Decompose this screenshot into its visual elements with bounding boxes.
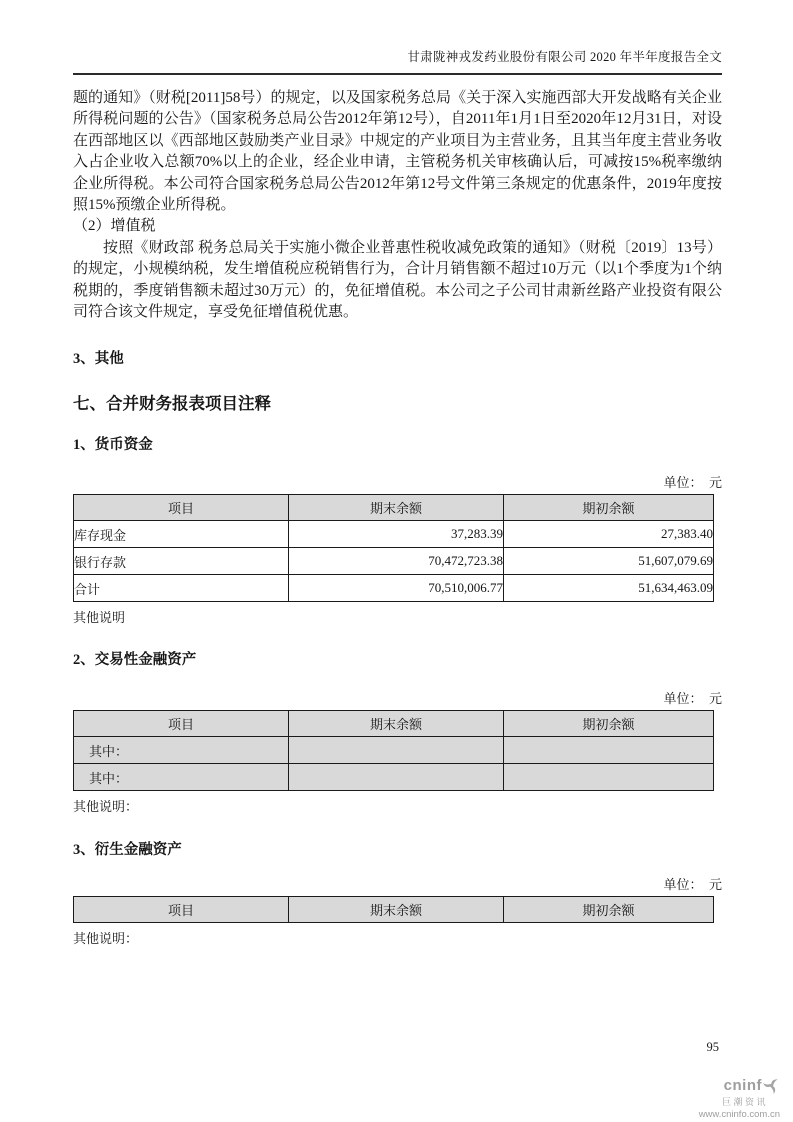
vat-subheading: （2）增值税	[73, 218, 156, 235]
page-number: 95	[706, 1040, 719, 1054]
column-header-ending-balance: 期末余额	[289, 897, 504, 923]
beginning-balance-cell: 51,607,079.69	[504, 548, 714, 575]
heading-section-seven: 七、合并财务报表项目注释	[73, 394, 271, 414]
table-header-row	[74, 495, 714, 521]
column-header-ending-balance: 期末余额	[289, 711, 504, 737]
heading-derivative-financial-assets: 3、衍生金融资产	[73, 842, 182, 859]
cninfo-logo-text: cninf	[723, 1076, 762, 1094]
ending-balance-cell: 70,472,723.38	[289, 548, 504, 575]
column-header-beginning-balance: 期初余额	[504, 711, 714, 737]
cninfo-logo-chinese: 巨潮资讯	[721, 1097, 768, 1107]
ending-balance-cell	[289, 764, 504, 791]
column-header-item: 项目	[74, 711, 289, 737]
beginning-balance-cell	[504, 737, 714, 764]
beginning-balance-cell: 27,383.40	[504, 521, 714, 548]
unit-label: 单位： 元	[663, 877, 722, 893]
document-header	[73, 0, 722, 75]
column-header-item: 项目	[74, 495, 289, 521]
table-row	[74, 548, 714, 575]
table-row	[74, 737, 714, 764]
column-header-beginning-balance: 期初余额	[504, 897, 714, 923]
cninfo-logo	[688, 1077, 780, 1120]
table-row	[74, 764, 714, 791]
row-label-cell: 其中：	[74, 764, 289, 791]
derivative-financial-assets-table	[73, 896, 714, 923]
cninfo-logo-url: www.cninfo.com.cn	[698, 1109, 780, 1120]
heading-monetary-funds: 1、货币资金	[73, 437, 153, 454]
beginning-balance-cell	[504, 764, 714, 791]
table-header-row	[74, 711, 714, 737]
ending-balance-cell: 37,283.39	[289, 521, 504, 548]
section-trading-financial-assets	[73, 650, 722, 815]
section-monetary-funds	[73, 435, 722, 626]
trading-financial-assets-table	[73, 710, 714, 791]
cninfo-swirl-icon	[763, 1077, 780, 1094]
ending-balance-cell	[289, 737, 504, 764]
unit-label: 单位： 元	[663, 475, 722, 491]
table-row	[74, 521, 714, 548]
document-header-title: 甘肃陇神戎发药业股份有限公司 2020 年半年度报告全文	[407, 50, 722, 64]
other-notes: 其他说明：	[73, 931, 139, 947]
other-notes: 其他说明	[73, 610, 126, 626]
unit-label: 单位： 元	[663, 691, 722, 707]
page-content	[73, 0, 722, 947]
row-label-cell: 合计	[74, 575, 289, 602]
other-notes: 其他说明：	[73, 799, 139, 815]
row-label-cell: 其中：	[74, 737, 289, 764]
ending-balance-cell: 70,510,006.77	[289, 575, 504, 602]
paragraph-vat: 按照《财政部 税务总局关于实施小微企业普惠性税收减免政策的通知》（财税〔2019〕13号）的规定，小规模纳税，发生增值税应税销售行为，合计月销售额不超过10万元（以1个季度为1个纳税期的，季度销售额未超过30万元）的，免征增值税。本公司之子公司甘肃新丝路产业投资有限公司符合该文件规定，享受免征增值税优惠。	[73, 239, 722, 321]
monetary-funds-table	[73, 494, 714, 602]
row-label-cell: 库存现金	[74, 521, 289, 548]
beginning-balance-cell: 51,634,463.09	[504, 575, 714, 602]
paragraph-income-tax: 题的通知》（财税[2011]58号）的规定，以及国家税务总局《关于深入实施西部大开发战略有关企业所得税问题的公告》（国家税务总局公告2012年第12号），自2011年1月1日至2020年12月31日，对设在西部地区以《西部地区鼓励类产业目录》中规定的产业项目为主营业务，且其当年度主营业务收入占企业收入总额70%以上的企业，经企业申请，主管税务机关审核确认后，可减按15%税率缴纳企业所得税。本公司符合国家税务总局公告2012年第12号文件第三条规定的优惠条件，2019年度按照15%预缴企业所得税。	[73, 90, 722, 214]
heading-other: 3、其他	[73, 351, 124, 368]
column-header-ending-balance: 期末余额	[289, 495, 504, 521]
heading-trading-financial-assets: 2、交易性金融资产	[73, 652, 197, 669]
section-derivative-financial-assets	[73, 840, 722, 947]
column-header-item: 项目	[74, 897, 289, 923]
table-row	[74, 575, 714, 602]
cninfo-logo-row	[688, 1077, 780, 1094]
table-header-row	[74, 897, 714, 923]
row-label-cell: 银行存款	[74, 548, 289, 575]
column-header-beginning-balance: 期初余额	[504, 495, 714, 521]
